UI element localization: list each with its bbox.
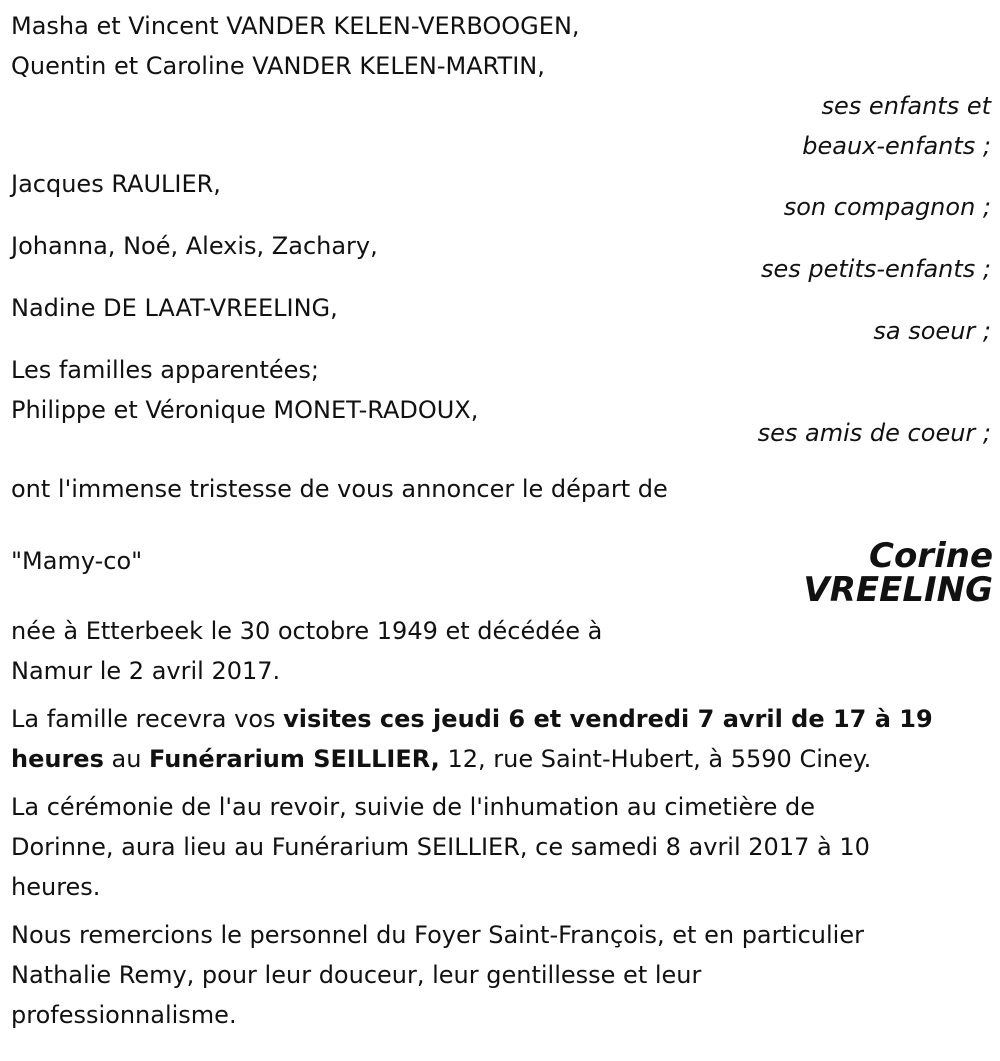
children-line-2: Quentin et Caroline VANDER KELEN-MARTIN, (11, 52, 545, 80)
deceased-name (803, 536, 993, 610)
ceremony-line-1: La cérémonie de l'au revoir, suivie de l'inhumation au cimetière de (11, 793, 815, 821)
visits-venue: Funérarium SEILLIER, (149, 745, 440, 773)
deceased-first-name: Corine (869, 536, 993, 576)
related-families: Les familles apparentées; (11, 356, 320, 384)
ceremony-line-2: Dorinne, aura lieu au Funérarium SEILLIER, ce samedi 8 avril 2017 à 10 (11, 833, 870, 861)
children-line-1: Masha et Vincent VANDER KELEN-VERBOOGEN, (11, 12, 580, 40)
friends-names: Philippe et Véronique MONET-RADOUX, (11, 396, 479, 424)
death-notice (11, 6, 991, 1035)
sister-role: sa soeur ; (873, 317, 991, 345)
visits-hours: heures (11, 745, 104, 773)
companion-role: son compagnon ; (783, 193, 991, 221)
grandchildren-role: ses petits-enfants ; (760, 255, 991, 283)
birth-death-line-1: née à Etterbeek le 30 octobre 1949 et décédée à (11, 617, 603, 645)
visits-connector: au (103, 745, 150, 773)
visits-paragraph (11, 699, 991, 779)
deceased-last-name: VREELING (803, 570, 993, 610)
thanks-paragraph (11, 915, 991, 1035)
ceremony-line-3: heures. (11, 873, 101, 901)
friends-role: ses amis de coeur ; (757, 419, 991, 447)
companion-name: Jacques RAULIER, (11, 170, 221, 198)
announcement-text: ont l'immense tristesse de vous annoncer le départ de (11, 475, 668, 503)
deceased-nickname: "Mamy-co" (11, 547, 143, 575)
sister-name: Nadine DE LAAT-VREELING, (11, 294, 338, 322)
visits-address: 12, rue Saint-Hubert, à 5590 Ciney. (439, 745, 872, 773)
visits-dates: visites ces jeudi 6 et vendredi 7 avril de 17 à 19 (283, 705, 933, 733)
ceremony-paragraph (11, 787, 991, 907)
deceased-block (11, 531, 991, 611)
children-role-2: beaux-enfants ; (802, 132, 991, 160)
birth-death-line-2: Namur le 2 avril 2017. (11, 657, 281, 685)
thanks-line-1: Nous remercions le personnel du Foyer Saint-François, et en particulier (11, 921, 864, 949)
thanks-line-2: Nathalie Remy, pour leur douceur, leur gentillesse et leur (11, 961, 702, 989)
visits-intro: La famille recevra vos (11, 705, 284, 733)
children-role-1: ses enfants et (821, 92, 991, 120)
thanks-line-3: professionnalisme. (11, 1001, 237, 1029)
grandchildren-names: Johanna, Noé, Alexis, Zachary, (11, 232, 378, 260)
